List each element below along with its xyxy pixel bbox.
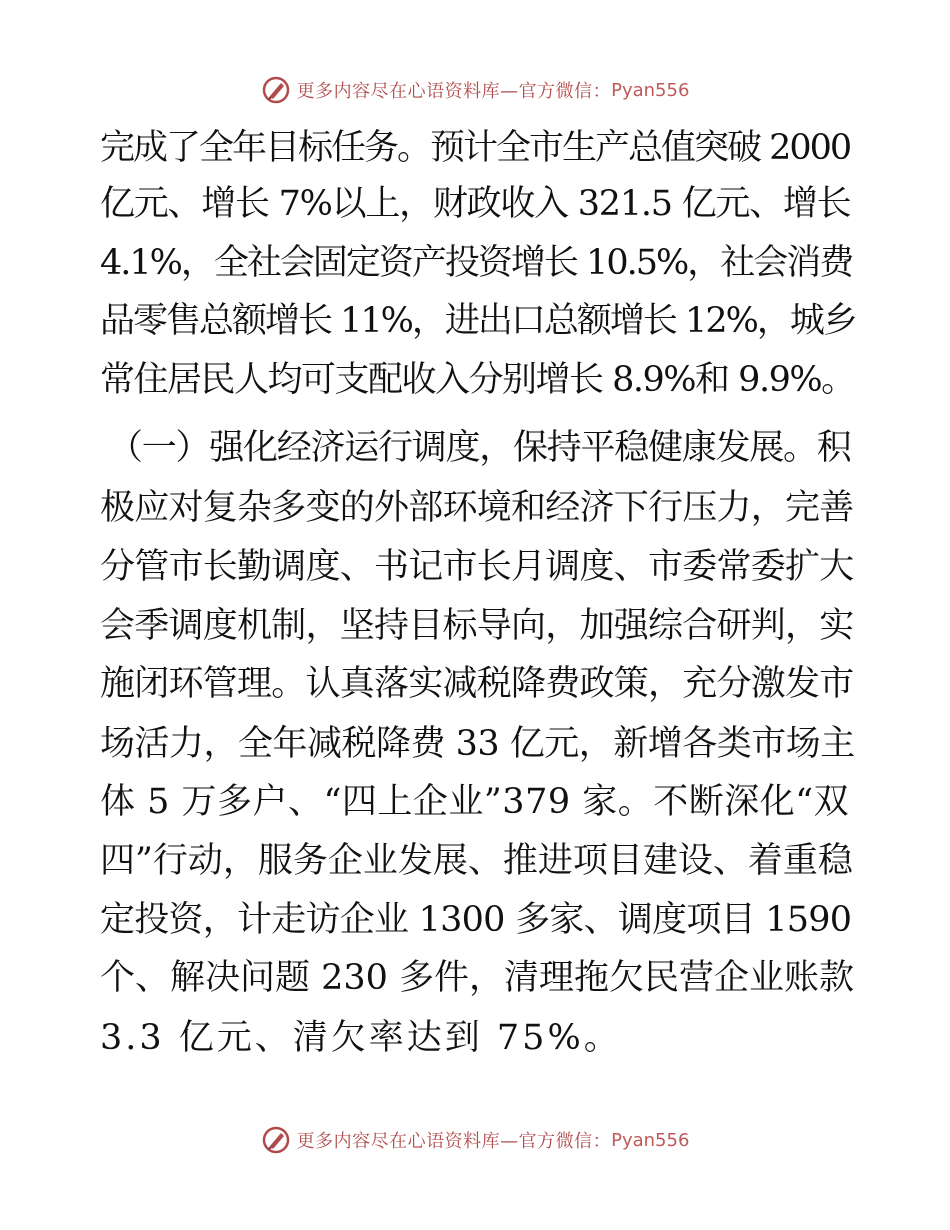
text-line: 常住居民人均可支配收入分别增长 8.9%和 9.9%。 [100,360,855,400]
text-line: 品零售总额增长 11%，进出口总额增长 12%，城乡 [100,301,856,341]
text-line: 4.1%，全社会固定资产投资增长 10.5%，社会消费 [100,243,853,283]
text-line: 极应对复杂多变的外部环境和经济下行压力，完善 [100,488,854,528]
text-line: 施闭环管理。认真落实减税降费政策，充分激发市 [100,664,854,704]
text-line: 四”行动，服务企业发展、推进项目建设、着重稳 [100,841,853,881]
text-line: 完成了全年目标任务。预计全市生产总值突破 2000 [100,128,851,168]
text-line: 3.3 亿元、清欠率达到 75%。 [100,1018,622,1058]
banner-text: 更多内容尽在心语资料库—官方微信： [296,1131,612,1152]
wechat-id: Pyan556 [611,1129,690,1151]
text-line: 定投资，计走访企业 1300 多家、调度项目 1590 [100,900,852,940]
text-line: 个、解决问题 230 多件，清理拖欠民营企业账款 [100,958,855,998]
header-banner [0,70,950,110]
wechat-id: Pyan556 [611,79,690,101]
banner-text: 更多内容尽在心语资料库—官方微信： [296,81,612,102]
text-line: 分管市长勤调度、书记市长月调度、市委常委扩大 [100,547,854,587]
text-line: 亿元、增长 7%以上，财政收入 321.5 亿元、增长 [100,184,851,224]
pen-logo-icon [261,75,291,105]
pen-logo-icon [261,1125,291,1155]
text-line: 场活力，全年减税降费 33 亿元，新增各类市场主 [100,724,855,764]
text-line: 体 5 万多户、“四上企业”379 家。不断深化“双 [100,782,850,822]
text-line: 会季调度机制，坚持目标导向，加强综合研判，实 [100,606,854,646]
footer-banner [0,1120,950,1160]
text-line: （一）强化经济运行调度，保持平稳健康发展。积 [108,428,851,468]
